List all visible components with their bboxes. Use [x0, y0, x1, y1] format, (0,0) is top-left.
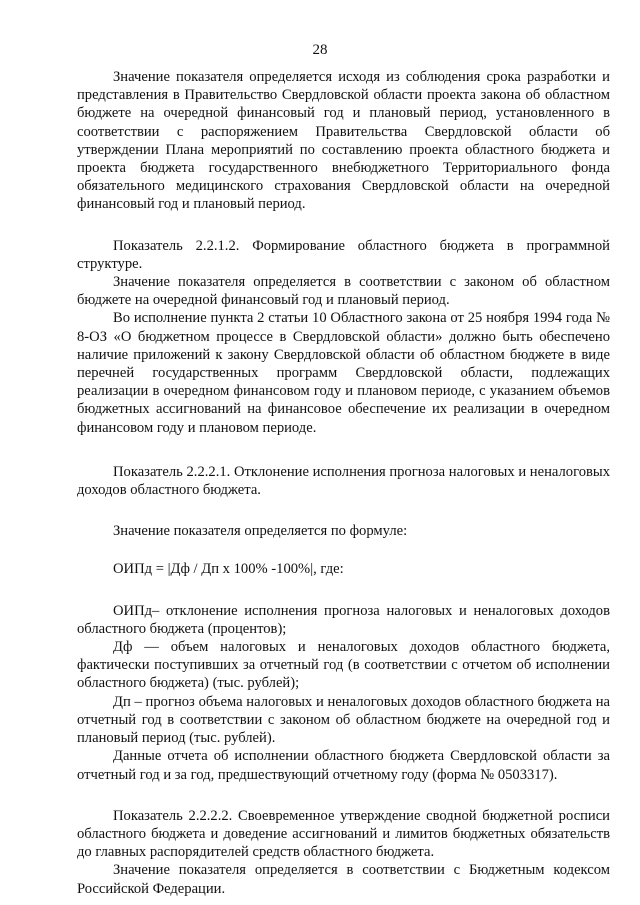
indicator-2-2-2-2-heading: Показатель 2.2.2.2. Своевременное утверждение сводной бюджетной росписи областного бюджета и доведение ассигнований и лимитов бюджетных обязательств до главных распорядителей средств областного бюджета.: [77, 807, 610, 861]
definition-df: Дф — объем налоговых и неналоговых доходов областного бюджета, фактически поступивших за отчетный год (в соответствии с отчетом об исполнении областного бюджета) (тыс. рублей);: [77, 639, 610, 692]
paragraph-formula-intro: Значение показателя определяется по формуле:: [113, 523, 408, 540]
definition-oipd: ОИПд– отклонение исполнения прогноза налоговых и неналоговых доходов областного бюджета (процентов);: [77, 602, 610, 637]
document-body: [77, 68, 610, 898]
page-number: 28: [312, 42, 328, 58]
paragraph-program-structure: Во исполнение пункта 2 статьи 10 Областного закона от 25 ноября 1994 года № 8-ОЗ «О бюджетном процессе в Свердловской области» должно быть обеспечено наличие приложений к закону Свердловской области об областном бюджете в виде перечней государственных программ Свердловской области, подлежащих реализации в очередном финансовом году и плановом периоде, с указанием объемов бюджетных ассигнований на финансовое обеспечение их реализации в очередном финансовом году и плановом периоде.: [77, 310, 610, 436]
indicator-2-2-2-1-heading: Показатель 2.2.2.1. Отклонение исполнения прогноза налоговых и неналоговых доходов областного бюджета.: [77, 463, 610, 499]
indicator-2-2-1-2-heading: Показатель 2.2.1.2. Формирование областного бюджета в программной структуре.: [77, 237, 610, 272]
paragraph-deadline-criteria: Значение показателя определяется исходя из соблюдения срока разработки и представления в Правительство Свердловской области проекта закона об областном бюджете на очередной финансовый год и плановый период, установленного в соответствии с распоряжением Правительства Свердловской области об утверждении Плана мероприятий по составлению проекта областного бюджета и проекта бюджета государственного внебюджетного Территориального фонда обязательного медицинского страхования Свердловской области на очередной финансовый год и плановый период.: [77, 69, 610, 213]
formula: ОИПд = |Дф / Дп х 100% -100%|, где:: [113, 561, 344, 578]
paragraph-budget-code-criteria: Значение показателя определяется в соответствии с Бюджетным кодексом Российской Федерации.: [77, 862, 610, 897]
paragraph-budget-law-criteria: Значение показателя определяется в соответствии с законом об областном бюджете на очередной финансовый год и плановый период.: [77, 274, 610, 309]
paragraph-data-source: Данные отчета об исполнении областного бюджета Свердловской области за отчетный год и за год, предшествующий отчетному году (форма № 0503317).: [77, 748, 610, 783]
definition-dp: Дп – прогноз объема налоговых и неналоговых доходов областного бюджета на отчетный год в соответствии с законом об областном бюджете на очередной год и плановый период (тыс. рублей).: [77, 693, 610, 747]
